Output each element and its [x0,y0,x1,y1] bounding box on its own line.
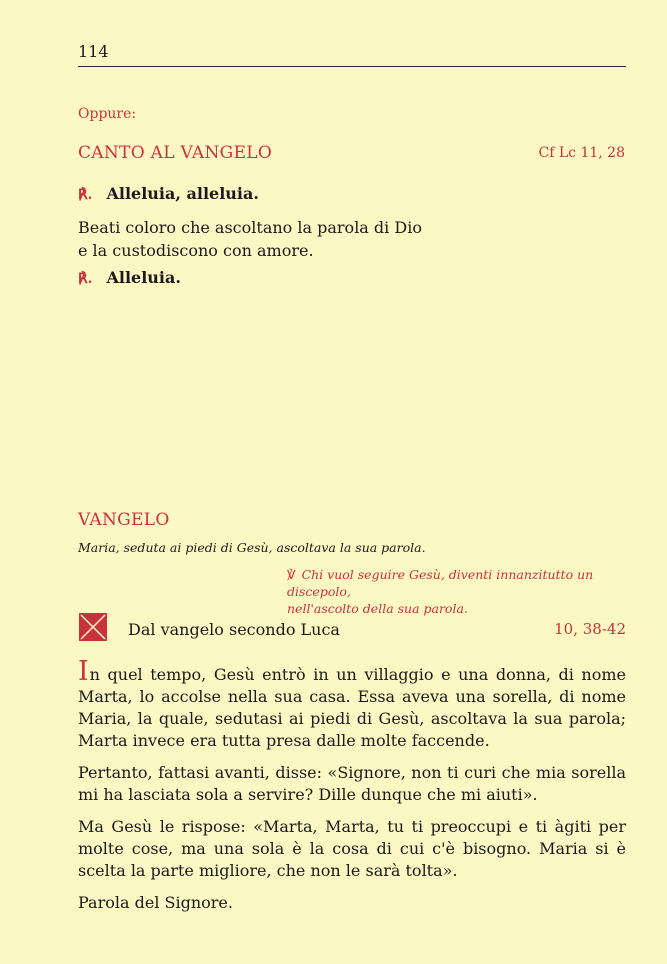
gospel-antiphon [287,566,632,617]
gospel-summary: Maria, seduta ai piedi di Gesù, ascoltava la sua parola. [78,540,426,555]
versicle-symbol-icon: ℣ [287,567,296,582]
alternative-label: Oppure: [78,106,137,122]
response-text-1: Alleluia, alleluia. [106,184,259,203]
acclamation-verse [78,216,578,262]
header-rule [78,66,626,67]
gospel-paragraph-1 [78,656,626,752]
antiphon-line: nell'ascolto della sua parola. [287,601,468,616]
acclamation-reference: Cf Lc 11, 28 [538,145,625,161]
drop-cap: I [78,656,89,687]
gospel-closing: Parola del Signore. [78,893,233,912]
verse-line: e la custodiscono con amore. [78,241,314,260]
gospel-source: Dal vangelo secondo Luca [128,620,340,639]
paragraph-1-text: n quel tempo, Gesù entrò in un villaggio e una donna, di nome Marta, lo accolse nella sua casa. Essa aveva una sorella, di nome Maria, la quale, sedutasi ai piedi di Gesù, ascoltava la sua parola; Marta invece era tutta presa dalle molte faccende. [78,665,626,750]
response-line-1 [78,184,259,203]
response-symbol-icon: ℟. [78,271,93,287]
cross-pattee-icon [78,612,108,642]
response-line-2 [78,268,181,287]
gospel-title: VANGELO [78,510,170,530]
response-symbol-icon: ℟. [78,187,93,203]
antiphon-line: Chi vuol seguire Gesù, diventi innanzitutto un discepolo, [287,567,594,599]
response-text-2: Alleluia. [106,268,181,287]
verse-line: Beati coloro che ascoltano la parola di Dio [78,218,422,237]
gospel-source-row [78,612,626,646]
page-number: 114 [78,42,109,61]
gospel-reference: 10, 38-42 [554,620,626,638]
gospel-text [78,656,626,924]
gospel-paragraph-3: Ma Gesù le rispose: «Marta, Marta, tu ti preoccupi e ti àgiti per molte cose, ma una sola è la cosa di cui c'è bisogno. Maria si è scelta la parte migliore, che non le sarà tolta». [78,817,626,880]
acclamation-title: CANTO AL VANGELO [78,143,273,163]
gospel-paragraph-2: Pertanto, fattasi avanti, disse: «Signore, non ti curi che mia sorella mi ha lasciata sola a servire? Dille dunque che mi aiuti». [78,763,626,804]
